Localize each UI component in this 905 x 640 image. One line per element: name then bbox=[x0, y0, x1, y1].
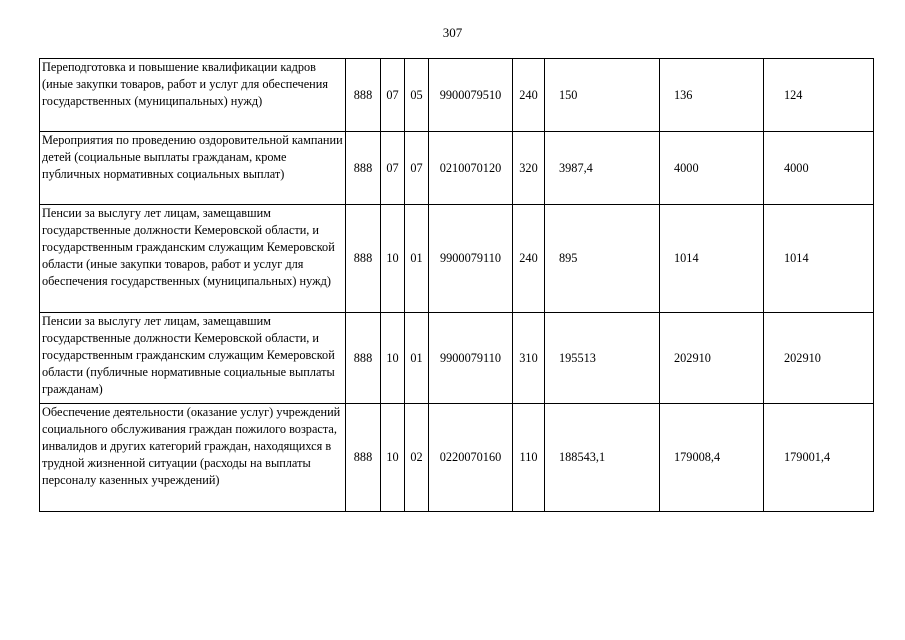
amount-year-2: 202910 bbox=[660, 313, 764, 404]
subsection-code: 01 bbox=[405, 313, 429, 404]
amount-year-1: 150 bbox=[545, 59, 660, 132]
row-description: Пенсии за выслугу лет лицам, замещавшим государственные должности Кемеровской области, и государственным гражданским служащим Кемеровской области (иные закупки товаров, работ и услуг для обеспечения государственных (муниципальных) нужд) bbox=[40, 205, 346, 313]
section-code: 07 bbox=[381, 132, 405, 205]
amount-year-3: 1014 bbox=[764, 205, 874, 313]
ministry-code: 888 bbox=[346, 59, 381, 132]
subsection-code: 01 bbox=[405, 205, 429, 313]
ministry-code: 888 bbox=[346, 205, 381, 313]
amount-year-2: 179008,4 bbox=[660, 404, 764, 512]
amount-year-3: 124 bbox=[764, 59, 874, 132]
table-row bbox=[40, 132, 874, 205]
ministry-code: 888 bbox=[346, 404, 381, 512]
table-row bbox=[40, 59, 874, 132]
amount-year-1: 895 bbox=[545, 205, 660, 313]
subsection-code: 05 bbox=[405, 59, 429, 132]
table-row bbox=[40, 404, 874, 512]
target-article-code: 9900079510 bbox=[429, 59, 513, 132]
section-code: 07 bbox=[381, 59, 405, 132]
amount-year-3: 179001,4 bbox=[764, 404, 874, 512]
section-code: 10 bbox=[381, 404, 405, 512]
target-article-code: 9900079110 bbox=[429, 313, 513, 404]
target-article-code: 0210070120 bbox=[429, 132, 513, 205]
page-number: 307 bbox=[442, 25, 463, 40]
row-description: Мероприятия по проведению оздоровительной кампании детей (социальные выплаты гражданам, кроме публичных нормативных социальных выплат) bbox=[40, 132, 346, 205]
table-row bbox=[40, 205, 874, 313]
section-code: 10 bbox=[381, 205, 405, 313]
budget-table bbox=[39, 58, 874, 512]
subsection-code: 07 bbox=[405, 132, 429, 205]
amount-year-2: 4000 bbox=[660, 132, 764, 205]
ministry-code: 888 bbox=[346, 132, 381, 205]
expense-type-code: 240 bbox=[513, 205, 545, 313]
expense-type-code: 110 bbox=[513, 404, 545, 512]
section-code: 10 bbox=[381, 313, 405, 404]
amount-year-2: 136 bbox=[660, 59, 764, 132]
amount-year-3: 202910 bbox=[764, 313, 874, 404]
table-row bbox=[40, 313, 874, 404]
amount-year-1: 188543,1 bbox=[545, 404, 660, 512]
target-article-code: 0220070160 bbox=[429, 404, 513, 512]
subsection-code: 02 bbox=[405, 404, 429, 512]
row-description: Обеспечение деятельности (оказание услуг) учреждений социального обслуживания граждан пожилого возраста, инвалидов и других категорий граждан, находящихся в трудной жизненной ситуации (расходы на выплаты персоналу казенных учреждений) bbox=[40, 404, 346, 512]
expense-type-code: 320 bbox=[513, 132, 545, 205]
ministry-code: 888 bbox=[346, 313, 381, 404]
expense-type-code: 240 bbox=[513, 59, 545, 132]
amount-year-3: 4000 bbox=[764, 132, 874, 205]
amount-year-1: 3987,4 bbox=[545, 132, 660, 205]
amount-year-1: 195513 bbox=[545, 313, 660, 404]
amount-year-2: 1014 bbox=[660, 205, 764, 313]
expense-type-code: 310 bbox=[513, 313, 545, 404]
row-description: Переподготовка и повышение квалификации кадров (иные закупки товаров, работ и услуг для обеспечения государственных (муниципальных) нужд) bbox=[40, 59, 346, 132]
row-description: Пенсии за выслугу лет лицам, замещавшим государственные должности Кемеровской области, и государственным гражданским служащим Кемеровской области (публичные нормативные социальные выплаты гражданам) bbox=[40, 313, 346, 404]
target-article-code: 9900079110 bbox=[429, 205, 513, 313]
